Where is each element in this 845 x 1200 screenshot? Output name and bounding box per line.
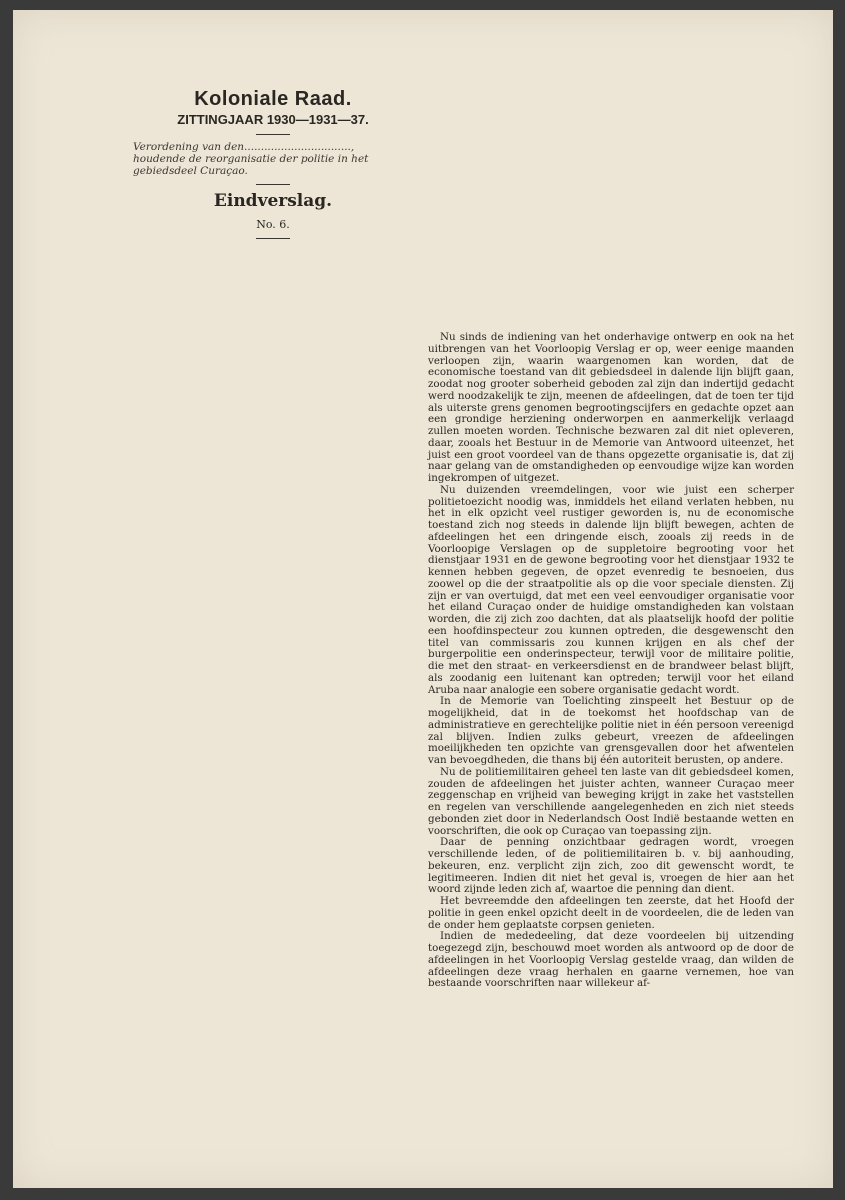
paragraph: Indien de mededeeling, dat deze voordeelen bij uitzending toegezegd zijn, beschouwd moet worden als antwoord op de door de afdeelingen in het Voorloopig Verslag gestelde vraag, dan wilden de afdeelingen deze vraag herhalen en gaarne vernemen, hoe van bestaande voorschriften naar willekeur af- (428, 930, 794, 990)
paragraph: Nu duizenden vreemdelingen, voor wie juist een scherper politietoezicht noodig was, inmiddels het eiland verlaten hebben, nu het in elk opzicht veel rustiger geworden is, nu de economische toestand zich nog steeds in dalende lijn blijft bewegen, achten de afdeelingen het een dringende eisch, zooals zij reeds in de Voorloopige Verslagen op de suppletoire begrooting voor het dienstjaar 1931 en de gewone begrooting voor het dienstjaar 1932 te kennen hebben gegeven, de opzet evenredig te besnoeien, dus zoowel op die der straatpolitie als op die voor speciale diensten. Zij zijn er van overtuigd, dat met een veel eenvoudiger organisatie voor het eiland Curaçao onder de huidige omstandigheden kan volstaan worden, die zij zich zoo dachten, dat als plaatselijk hoofd der politie een hoofdinspecteur zou kunnen optreden, die desgewenscht den titel van commissaris zou kunnen krijgen en als chef der burgerpolitie een onderinspecteur, terwijl voor de militaire politie, die met den straat- en verkeersdienst en de brandweer belast blijft, als zoodanig een luitenant kan optreden; terwijl voor het eiland Aruba naar analogie een sobere organisatie gedacht wordt. (428, 483, 794, 696)
divider (256, 184, 290, 185)
paragraph: Nu de politiemilitairen geheel ten laste van dit gebiedsdeel komen, zouden de afdeelingen het juister achten, wanneer Curaçao meer zeggenschap en vrijheid van beweging krijgt in zake het vaststellen en regelen van verschillende aangelegenheden en zich niet steeds gebonden ziet door in Nederlandsch Oost Indië bestaande wetten en voorschriften, die ook op Curaçao van toepassing zijn. (428, 765, 794, 837)
report-number: No. 6. (256, 218, 290, 231)
paragraph: Daar de penning onzichtbaar gedragen wordt, vroegen verschillende leden, of de politiemilitairen b. v. bij aanhouding, bekeuren, enz. verplicht zijn zich, zoo dit gewenscht wordt, te legitimeeren. Indien dit niet het geval is, vroegen de hier aan het woord zijnde leden zich af, waartoe die penning dan dient. (428, 836, 794, 896)
paragraph: In de Memorie van Toelichting zinspeelt het Bestuur op de mogelijkheid, dat in de toekomst het hoofdschap van de administratieve en gerechtelijke politie niet in één persoon vereenigd zal blijven. Indien zulks gebeurt, vreezen de afdeelingen moeilijkheden ten opzichte van grensgevallen door het afwentelen van bevoegdheden, die thans bij één autoriteit berusten, op andere. (428, 695, 794, 766)
report-title: Eindverslag. (213, 191, 333, 211)
session-year: ZITTINGJAAR 1930—1931—37. (177, 112, 369, 127)
subject-line: Verordening van den................................, houdende de reorganisatie der politie in het gebiedsdeel Curaçao. (133, 141, 369, 177)
paragraph: Nu sinds de indiening van het onderhavige ontwerp en ook na het uitbrengen van het Voorloopig Verslag er op, weer eenige maanden verloopen zijn, waarin waargenomen kan worden, dat de economische toestand van dit gebiedsdeel in dalende lijn blijft gaan, zoodat nog grooter soberheid geboden zal zijn dan indertijd gedacht werd noodzakelijk te zijn, meenen de afdeelingen, dat de toen ter tijd als uiterste grens genomen begrootingscijfers en gedachte opzet aan een grondige herziening onderworpen en aanmerkelijk verlaagd zullen moeten worden. Technische bezwaren zal dit niet opleveren, daar, zooals het Bestuur in de Memorie van Antwoord uiteenzet, het juist een groot voordeel van de thans opgezette organisatie is, dat zij naar gelang van de omstandigheden op eenvoudige wijze kan worden ingekrompen of uitgezet. (428, 331, 794, 484)
paragraph: Het bevreemdde den afdeelingen ten zeerste, dat het Hoofd der politie in geen enkel opzicht deelt in de voordeelen, die de leden van de onder hem geplaatste corpsen genieten. (428, 895, 794, 931)
document-page (13, 10, 833, 1188)
divider (256, 238, 290, 239)
document-header (123, 88, 423, 245)
report-body (428, 332, 794, 990)
divider (256, 134, 290, 135)
council-name: Koloniale Raad. (194, 88, 352, 110)
